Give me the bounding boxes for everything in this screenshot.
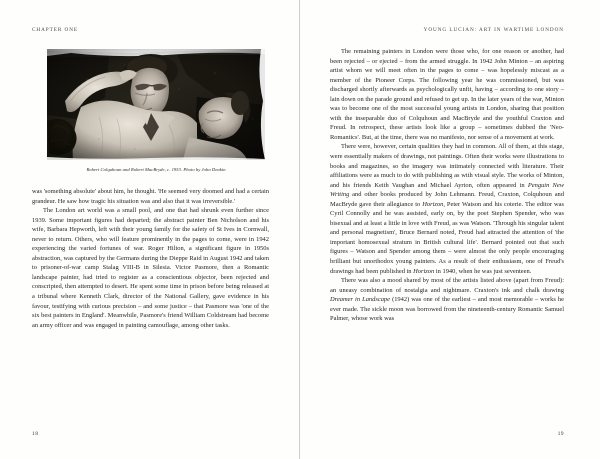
paragraph-segment: in 1940, when he was just seventeen. bbox=[434, 267, 532, 275]
paragraph: The remaining painters in London were those who, for one reason or another, had been rejected – or ejected – from the armed struggle. In 1942 John Minton – an aspiring artist whom we will meet often in the pages to come – was hopelessly miscast as a member of the Pioneer Corps. The following year he was commissioned, but was discharged shortly afterwards as psychologically unfit, having – according to one story – lain down on the parade ground and refused to get up. In the later years of the war, Minton was to become one of the most successful young artists in London, sharing that position with the inseparable duo of Colquhoun and MacBryde and the youthful Craxton and Freud. In retrospect, these artists look like a group – sometimes dubbed the 'Neo-Romantics'. But, at the time, there was no manifesto, nor sense of a movement at work. bbox=[330, 48, 564, 141]
paragraph: was 'something absolute' about him, he thought. 'He seemed very doomed and had a certain grandeur. He saw how tragic his situation was and also that it was irreversible.' bbox=[32, 188, 269, 205]
paragraph-segment: There were, however, certain qualities they had in common. All of them, at this stage, were essentially makers of drawings, not paintings. Often their works were illustrations to books and magazines, so the imagery was intimately connected with literature. Their affiliations were as much to do with publishing as with visual style. The works of Minton, and his friends Keith Vaughan and Michael Ayrton, often appeared in bbox=[330, 143, 564, 189]
magazine-title-horizon-second: Horizon bbox=[413, 267, 435, 275]
artwork-title-dreamer-in-landscape: Dreamer in Landscape bbox=[330, 296, 391, 304]
paragraph-segment: and other books produced by John Lehmann. Freud, Craxton, Colquhoun and MacBryde gave their allegiance to bbox=[330, 191, 564, 208]
running-head-right: YOUNG LUCIAN: ART IN WARTIME LONDON bbox=[423, 27, 564, 33]
running-head-left: CHAPTER ONE bbox=[32, 27, 79, 33]
book-title-penguin-new-writing: Penguin New Writing bbox=[330, 181, 564, 199]
page-number-left: 18 bbox=[32, 431, 39, 437]
paragraph bbox=[330, 142, 564, 276]
page-number-right: 19 bbox=[557, 431, 564, 437]
left-page-body bbox=[32, 187, 269, 330]
paragraph-segment: , Peter Watson and his coterie. The editor was Cyril Connolly and he was assisted, early on, by the poet Stephen Spender, who was bisexual and at least a little in love with Freud, as was Watson. 'Through his singular talent and personal magnetism', Bruce Bernard noted, Freud had attracted the attention of 'the important homosexual stratum in British cultural life'. Bernard pointed out that such figures – Watson and Spender among them – were almost the only people encouraging brilliant but unorthodox young painters. As a result of their enthusiasm, one of Freud's drawings had been published in bbox=[330, 200, 564, 275]
paragraph-segment: There was also a mood shared by most of the artists listed above (apart from Freud): an uneasy combination of nostalgia and nightmare. Craxton's ink and chalk drawing bbox=[330, 277, 564, 294]
right-page-body bbox=[330, 47, 564, 324]
paragraph bbox=[330, 276, 564, 324]
magazine-title-horizon: Horizon bbox=[422, 200, 444, 208]
photograph-colquhoun-macbryde bbox=[47, 49, 265, 160]
right-page bbox=[300, 0, 600, 459]
figure-block bbox=[47, 49, 265, 173]
paragraph: The London art world was a small pool, and one that had shrunk even further since 1939. Some important figures had departed; the abstract painter Ben Nicholson and his wife, Barbara Hepworth, left with their young family for the safety of St Ives in Cornwall, never to return. Others, who will feature prominently in the pages to come, were in 1942 experiencing the varied fortunes of war. Roger Hilton, a significant figure in 1950s abstraction, was captured by the Germans during the Dieppe Raid in August 1942 and taken to prisoner-of-war camp Stalag VIII-B in Silesia. Victor Pasmore, then a Romantic landscape painter, had tried to register as a conscientious objector, been rejected and conscripted, then attempted to desert. He spent some time in prison before being released at a tribunal where Kenneth Clark, director of the National Gallery, gave evidence in his favour, testifying with curious precision – and some justice – that Pasmore was 'one of the six best painters in England'. Meanwhile, Pasmore's friend William Coldstream had become an army officer and was engaged in painting camouflage, among other tasks. bbox=[32, 207, 269, 329]
figure-caption: Robert Colquhoun and Robert MacBryde, c. 1953. Photo by John Deakin bbox=[86, 167, 226, 172]
paragraph-segment: (1942) was one of the earliest – and most memorable – works he ever made. The sickle moon was borrowed from the nineteenth-century Romantic Samuel Palmer, whose work was bbox=[330, 296, 564, 323]
